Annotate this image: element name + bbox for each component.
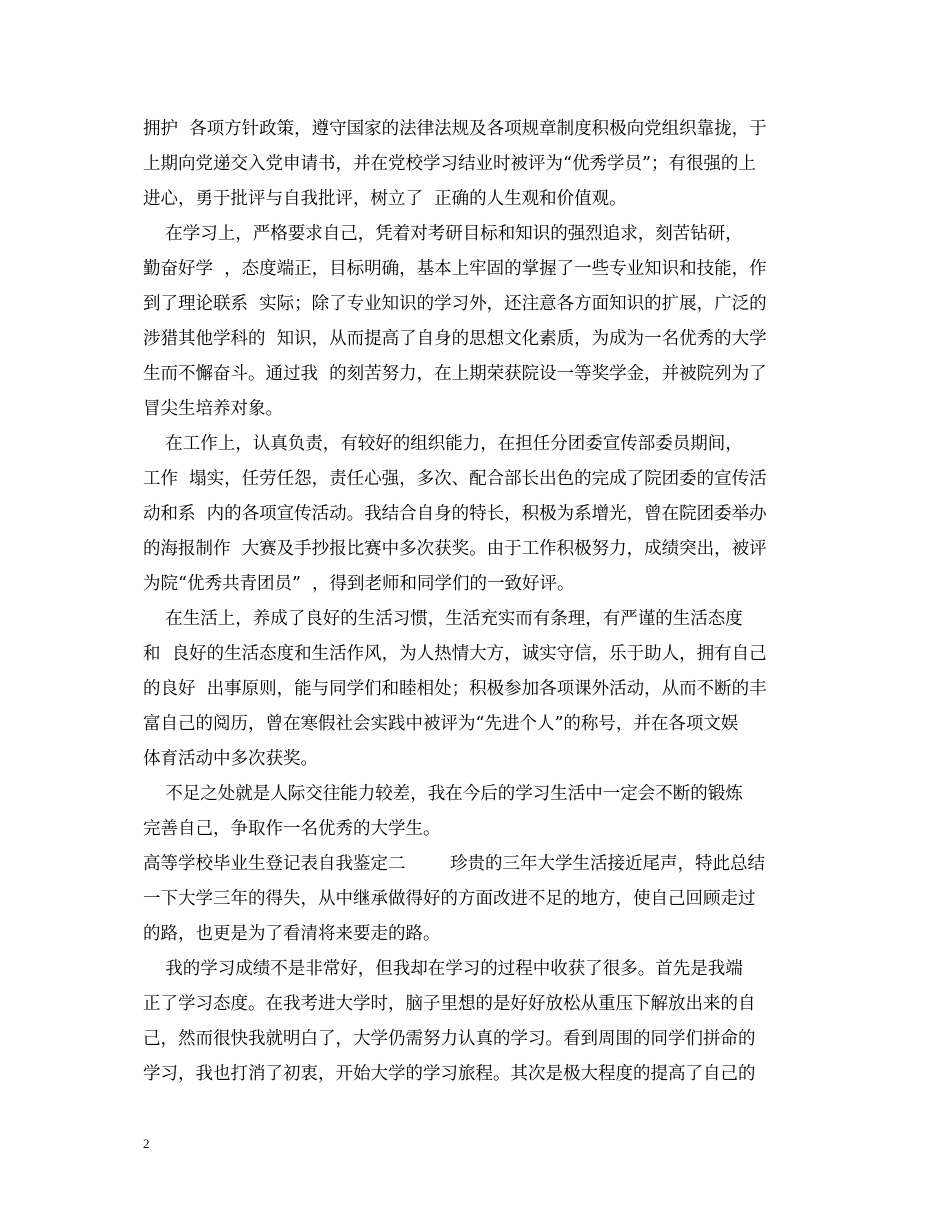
- text-line: 生而不懈奋斗。通过我 的刻苦努力，在上期荣获院设一等奖学金，并被院列为了: [143, 364, 767, 384]
- text-line: 勤奋好学 ，态度端正，目标明确，基本上牢固的掌握了一些专业知识和技能，作: [143, 259, 767, 279]
- text-line: 到了理论联系 实际；除了专业知识的学习外，还注意各方面知识的扩展，广泛的: [143, 294, 767, 314]
- text-line: 工作 塌实，任劳任怨，责任心强，多次、配合部长出色的完成了院团委的宣传活: [143, 469, 767, 489]
- text-line: 动和系 内的各项宣传活动。我结合自身的特长，积极为系增光，曾在院团委举办: [143, 504, 767, 524]
- text-line: 体育活动中多次获奖。: [143, 749, 318, 769]
- text-line: 进心，勇于批评与自我批评，树立了 正确的人生观和价值观。: [143, 189, 627, 209]
- text-line: 涉猎其他学科的 知识，从而提高了自身的思想文化素质，为成为一名优秀的大学: [143, 329, 767, 349]
- text-line: 的路，也更是为了看清将来要走的路。: [143, 924, 441, 944]
- text-line: 完善自己，争取作一名优秀的大学生。: [143, 819, 441, 839]
- text-line: 在生活上，养成了良好的生活习惯，生活充实而有条理，有严谨的生活态度: [143, 609, 743, 629]
- text-line: 冒尖生培养对象。: [143, 399, 283, 419]
- text-line: 不足之处就是人际交往能力较差，我在今后的学习生活中一定会不断的锻炼: [143, 784, 743, 804]
- text-line: 在学习上，严格要求自己，凭着对考研目标和知识的强烈追求，刻苦钻研，: [143, 224, 743, 244]
- text-line: 富自己的阅历，曾在寒假社会实践中被评为“先进个人”的称号，并在各项文娱: [143, 714, 739, 734]
- text-line: 高等学校毕业生登记表自我鉴定二 珍贵的三年大学生活接近尾声，特此总结: [143, 854, 765, 874]
- text-line: 学习，我也打消了初衷，开始大学的学习旅程。其次是极大程度的提高了自己的: [143, 1064, 756, 1084]
- text-line: 正了学习态度。在我考进大学时，脑子里想的是好好放松从重压下解放出来的自: [143, 994, 756, 1014]
- text-line: 的良好 出事原则，能与同学们和睦相处；积极参加各项课外活动，从而不断的丰: [143, 679, 767, 699]
- text-line: 上期向党递交入党申请书，并在党校学习结业时被评为“优秀学员”；有很强的上: [143, 154, 756, 174]
- text-line: 在工作上，认真负责，有较好的组织能力，在担任分团委宣传部委员期间，: [143, 434, 743, 454]
- text-line: 己，然而很快我就明白了，大学仍需努力认真的学习。看到周围的同学们拼命的: [143, 1029, 756, 1049]
- page-number: 2: [143, 1136, 150, 1151]
- text-line: 和 良好的生活态度和生活作风，为人热情大方，诚实守信，乐于助人，拥有自己: [143, 644, 767, 664]
- text-line: 的海报制作 大赛及手抄报比赛中多次获奖。由于工作积极努力，成绩突出，被评: [143, 539, 767, 559]
- text-line: 我的学习成绩不是非常好，但我却在学习的过程中收获了很多。首先是我端: [143, 959, 743, 979]
- text-line: 拥护 各项方针政策，遵守国家的法律法规及各项规章制度积极向党组织靠拢，于: [143, 119, 767, 139]
- text-line: 为院“优秀共青团员” ，得到老师和同学们的一致好评。: [143, 574, 575, 594]
- text-line: 一下大学三年的得失，从中继承做得好的方面改进不足的地方，使自己回顾走过: [143, 889, 756, 909]
